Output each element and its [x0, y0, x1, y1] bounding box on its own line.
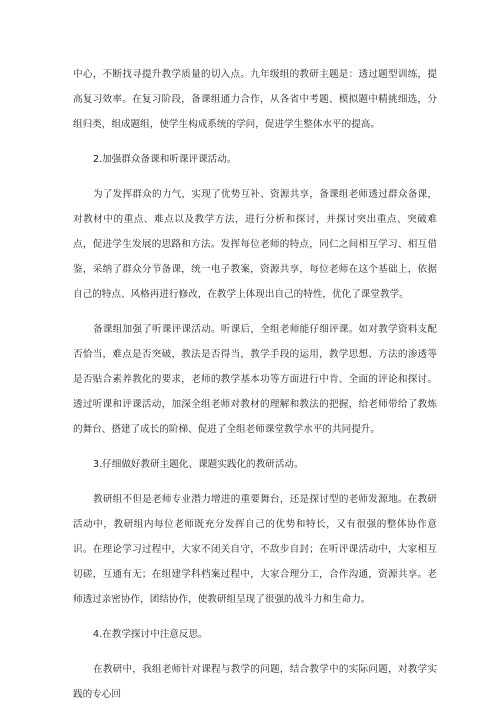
paragraph-lesson-review: 备课组加强了听课评课活动。听课后，全组老师能仔细评课。如对教学资料支配否恰当，难点是否突破，教法是否得当，教学手段的运用，教学思想、方法的渗透等是否贴合素养教化的要求，老师的教学基本功等方面进行中肯、全面的评论和探讨。透过听课和评课活动，加深全组老师对教材的理解和教法的把握，给老师带给了教炼的舞台、搭建了成长的阶梯、促进了全组老师课堂教学水平的共同提升。	[73, 324, 437, 435]
paragraph-group-prep: 为了发挥群众的力气，实现了优势互补、资源共享，备课组老师透过群众备课，对教材中的重点、难点以及教学方法，进行分析和探讨，并探讨突出重点、突破难点，促进学生发展的思路和方法。发挥每位老师的特点，同仁之间相互学习、相互借鉴，采纳了群众分节备课，统一电子教案，资源共享，每位老师在这个基础上，依据自己的特点、风格再进行修改，在教学上体现出自己的特性，优化了课堂教学。	[73, 189, 437, 300]
document-body	[73, 62, 437, 717]
section-heading-4: 4.在教学探讨中注意反思。	[93, 629, 208, 640]
paragraph-research-group: 教研组不但是老师专业潜力增进的重要舞台，还是探讨型的老师发源地。在教研活动中，教研组内每位老师既充分发挥自己的优势和特长，又有很强的整体协作意识。在理论学习过程中，大家不闭关自守，不敌步自封；在听评课活动中，大家相互切磋，互通有无；在组建学科档案过程中，大家合理分工，合作沟通，资源共享。老师透过亲密协作，团结协作，使教研组呈现了很强的战斗力和生命力。	[73, 494, 437, 605]
paragraph-reflection: 在教研中，我组老师针对课程与教学的问题，结合教学中的实际问题，对教学实践的专心回	[73, 664, 437, 700]
paragraph-intro: 中心，不断找寻提升教学质量的切入点。九年级组的教研主题是：透过题型训练，提高复习效率。在复习阶段，备课组通力合作，从各省中考题、模拟题中精挑细选，分组归类，组成题组，使学生构成系统的学问，促进学生整体水平的提高。	[73, 69, 437, 130]
section-heading-3: 3.仔细做好教研主题化、课题实践化的教研活动。	[93, 459, 304, 470]
section-heading-2: 2.加强群众备课和听课评课活动。	[93, 154, 237, 165]
